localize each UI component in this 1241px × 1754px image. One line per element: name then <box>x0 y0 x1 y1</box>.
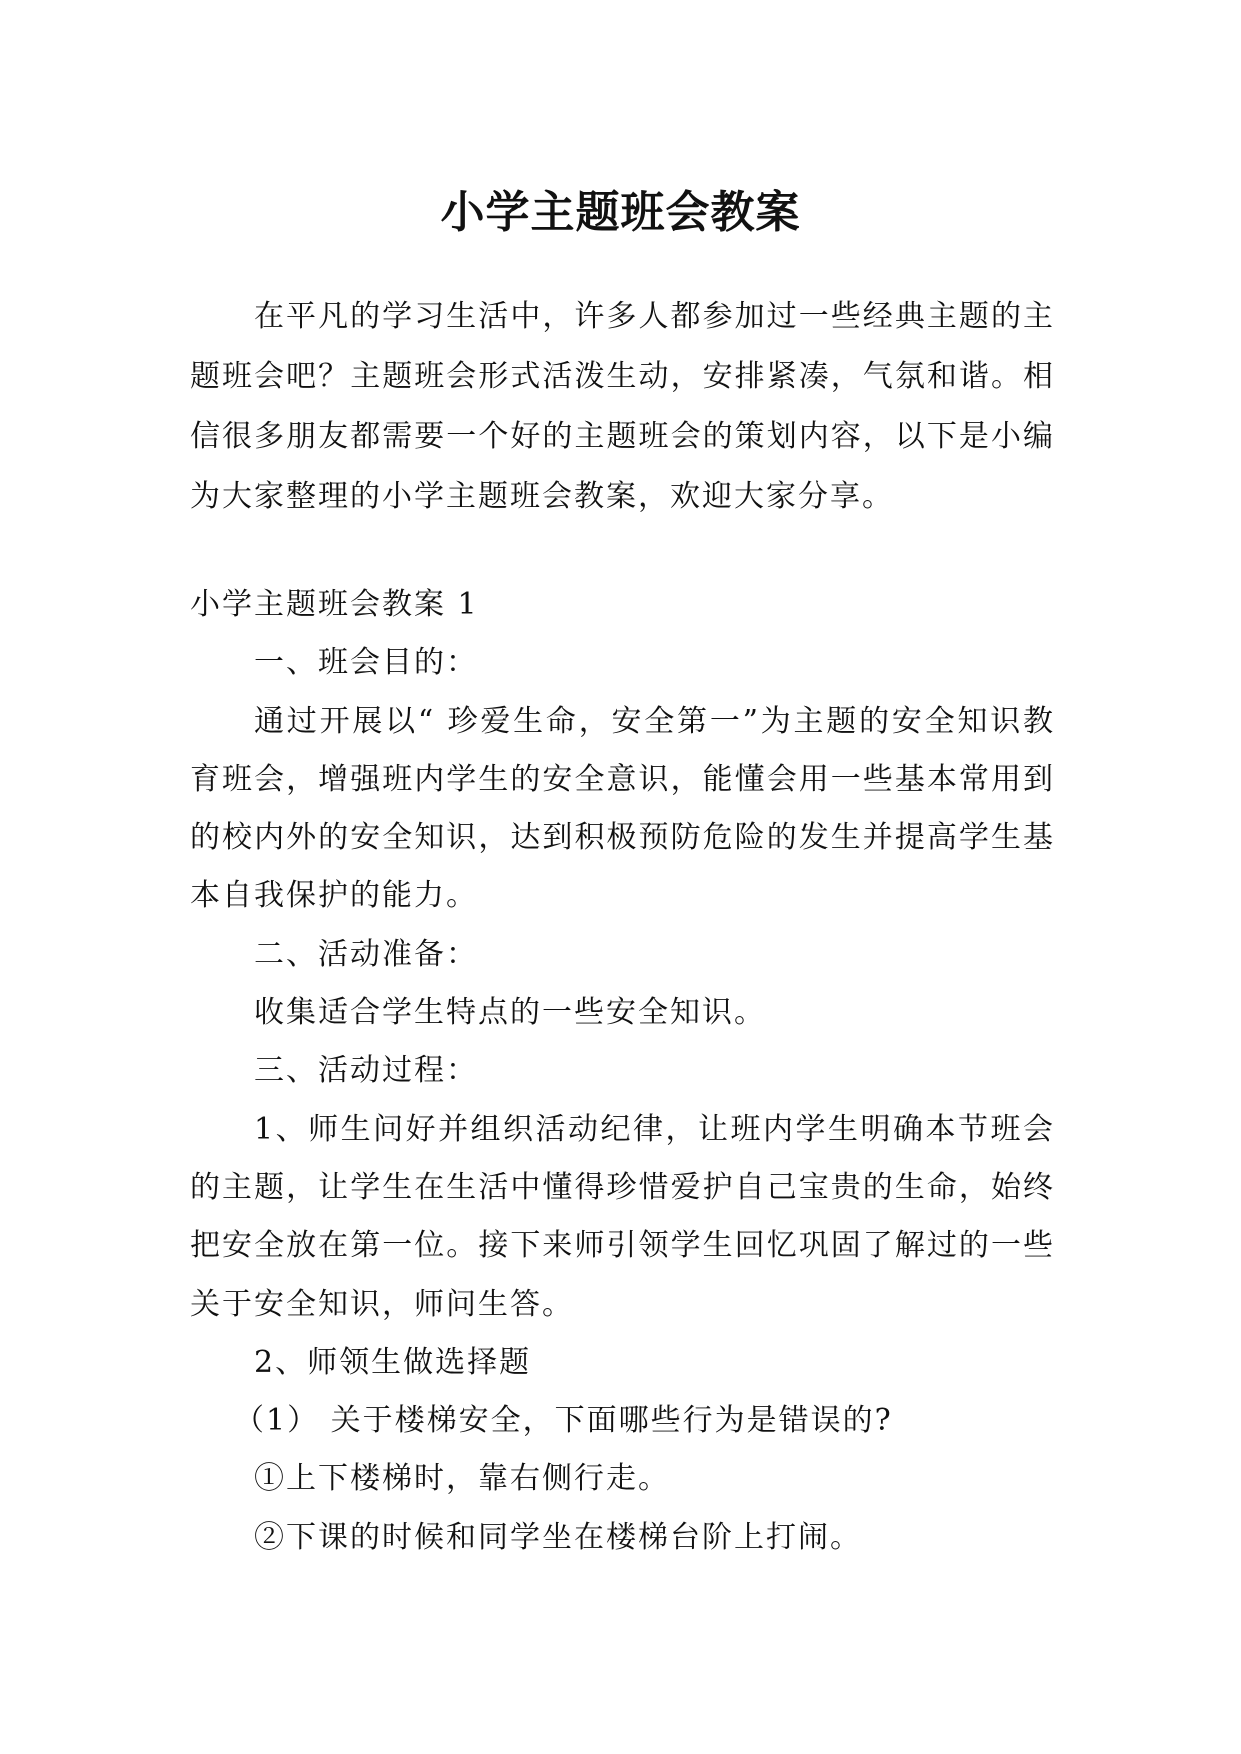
heading-preparation: 二、活动准备： <box>254 936 478 972</box>
paragraph-objective: 通过开展以“ 珍爱生命，安全第一”为主题的安全知识教育班会，增强班内学生的安全意识，能懂会用一些基本常用到的校内外的安全知识，达到积极预防危险的发生并提高学生基本自我保护的能力。 <box>190 703 1055 914</box>
lesson-plan-content <box>190 576 1055 1567</box>
question-stairs: （1） 关于楼梯安全，下面哪些行为是错误的? <box>234 1403 893 1439</box>
option-1: ①上下楼梯时，靠右侧行走。 <box>254 1461 670 1497</box>
section-title: 小学主题班会教案 1 <box>190 587 479 622</box>
option-2: ②下课的时候和同学坐在楼梯台阶上打闹。 <box>254 1519 862 1555</box>
paragraph-process-step-2: 2、师领生做选择题 <box>254 1344 532 1380</box>
page-title: 小学主题班会教案 <box>440 187 801 239</box>
intro-paragraph: 在平凡的学习生活中，许多人都参加过一些经典主题的主题班会吧？主题班会形式活泼生动，安排紧凑，气氛和谐。相信很多朋友都需要一个好的主题班会的策划内容，以下是小编为大家整理的小学主题班会教案，欢迎大家分享。 <box>190 299 1055 514</box>
heading-objective: 一、班会目的： <box>254 645 478 681</box>
paragraph-preparation: 收集适合学生特点的一些安全知识。 <box>254 995 766 1031</box>
heading-process: 三、活动过程： <box>254 1053 478 1089</box>
intro-block <box>190 287 1055 527</box>
paragraph-process-step-1: 1、师生问好并组织活动纪律，让班内学生明确本节班会的主题，让学生在生活中懂得珍惜爱护自己宝贵的生命，始终把安全放在第一位。接下来师引领学生回忆巩固了解过的一些关于安全知识，师问生答。 <box>190 1111 1055 1322</box>
